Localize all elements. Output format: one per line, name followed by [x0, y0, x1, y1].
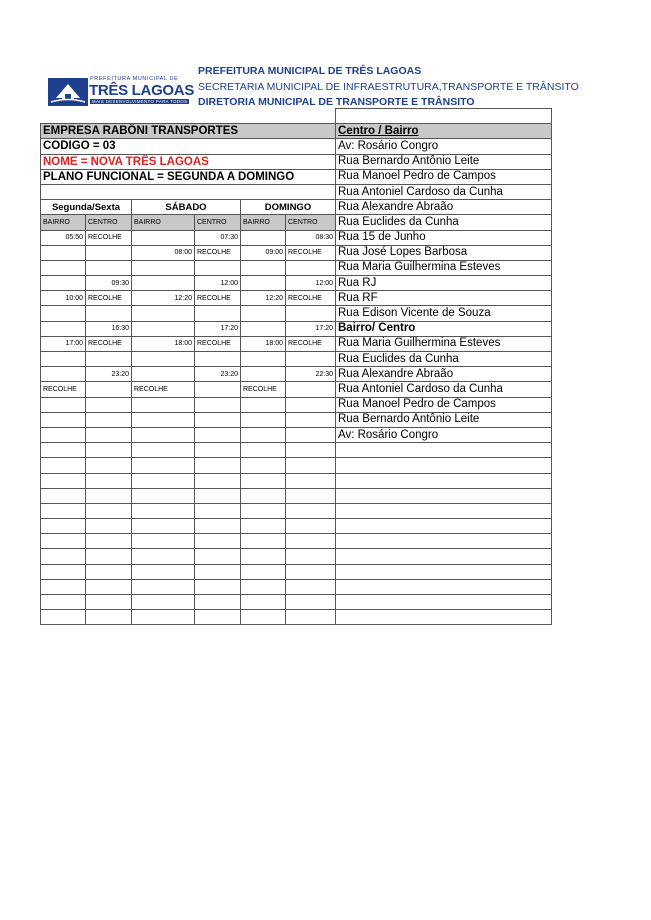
time-cell [132, 352, 195, 367]
time-cell [132, 488, 195, 503]
time-cell [195, 503, 241, 518]
time-cell [132, 321, 195, 336]
time-cell [241, 564, 286, 579]
time-cell [41, 397, 86, 412]
schedule-row [41, 503, 552, 518]
time-cell [132, 534, 195, 549]
logo-name: TRÊS LAGOAS [89, 82, 195, 99]
schedule-row [41, 412, 552, 427]
time-cell [286, 260, 336, 275]
time-cell [241, 549, 286, 564]
time-cell [286, 579, 336, 594]
route-empty-cell [336, 564, 552, 579]
route-empty-cell [336, 534, 552, 549]
route-empty-cell [336, 519, 552, 534]
time-cell [41, 564, 86, 579]
time-cell: 07:30 [195, 230, 241, 245]
recolhe-cell: RECOLHE [41, 382, 86, 397]
schedule-row [41, 534, 552, 549]
schedule-row [41, 367, 552, 382]
recolhe-cell: RECOLHE [286, 291, 336, 306]
document-header [198, 64, 579, 111]
route-empty-cell [336, 488, 552, 503]
route-empty-cell [336, 595, 552, 610]
time-cell: 12:00 [195, 276, 241, 291]
line-code: CODIGO = 03 [41, 139, 336, 154]
subheader-cell: BAIRRO [132, 215, 195, 230]
time-cell [132, 427, 195, 442]
recolhe-cell: RECOLHE [286, 336, 336, 351]
time-cell [286, 382, 336, 397]
city-crest-icon [48, 78, 88, 106]
schedule-row [41, 352, 552, 367]
time-cell [41, 595, 86, 610]
schedule-row [41, 488, 552, 503]
time-cell [41, 321, 86, 336]
time-cell [286, 443, 336, 458]
route-stop: Rua Euclides da Cunha [336, 215, 552, 230]
route-empty-cell [336, 458, 552, 473]
time-cell [132, 579, 195, 594]
time-cell [132, 230, 195, 245]
time-cell [241, 412, 286, 427]
time-cell [286, 519, 336, 534]
company-name: EMPRESA RABÔNI TRANSPORTES [41, 124, 336, 139]
time-cell [195, 306, 241, 321]
day-sunday: DOMINGO [241, 200, 336, 215]
time-cell [241, 260, 286, 275]
time-cell [286, 503, 336, 518]
time-cell [195, 610, 241, 625]
route-blank-cell [336, 109, 552, 124]
time-cell [195, 458, 241, 473]
route-empty-cell [336, 579, 552, 594]
route-stop: Rua Manoel Pedro de Campos [336, 397, 552, 412]
time-cell [86, 519, 132, 534]
schedule-row [41, 321, 552, 336]
time-cell [195, 352, 241, 367]
time-cell [286, 564, 336, 579]
time-cell [132, 564, 195, 579]
time-cell [195, 549, 241, 564]
schedule-row [41, 230, 552, 245]
time-cell [241, 276, 286, 291]
logo-slogan: MAIS DESENVOLVIMENTO PARA TODOS [92, 99, 188, 104]
time-cell [132, 306, 195, 321]
time-cell [86, 397, 132, 412]
header-secretaria: SECRETARIA MUNICIPAL DE INFRAESTRUTURA,TRANSPORTE E TRÂNSITO [198, 80, 579, 93]
subheader-cell: CENTRO [286, 215, 336, 230]
time-cell [195, 488, 241, 503]
route-stop: Rua Alexandre Abraão [336, 200, 552, 215]
schedule-row [41, 397, 552, 412]
time-cell [132, 443, 195, 458]
time-cell [41, 519, 86, 534]
time-cell [241, 352, 286, 367]
route-stop: Av: Rosário Congro [336, 139, 552, 154]
time-cell: 12:20 [132, 291, 195, 306]
spacer-row [41, 184, 336, 199]
time-cell: 05:50 [41, 230, 86, 245]
schedule-row [41, 579, 552, 594]
time-cell [132, 473, 195, 488]
time-cell [41, 427, 86, 442]
time-cell [41, 352, 86, 367]
time-cell [241, 579, 286, 594]
route-empty-cell [336, 443, 552, 458]
time-cell [241, 473, 286, 488]
recolhe-cell: RECOLHE [286, 245, 336, 260]
time-cell [241, 367, 286, 382]
time-cell [41, 443, 86, 458]
prefeitura-logo [48, 74, 195, 106]
time-cell [41, 488, 86, 503]
time-cell [86, 245, 132, 260]
recolhe-cell: RECOLHE [86, 230, 132, 245]
header-diretoria: DIRETORIA MUNICIPAL DE TRANSPORTE E TRÂNSITO [198, 96, 475, 108]
time-cell: 17:00 [41, 336, 86, 351]
time-cell [86, 610, 132, 625]
route-stop: Rua Antoniel Cardoso da Cunha [336, 382, 552, 397]
time-cell [286, 595, 336, 610]
time-cell [86, 458, 132, 473]
time-cell [195, 519, 241, 534]
subheader-cell: BAIRRO [241, 215, 286, 230]
recolhe-cell: RECOLHE [195, 336, 241, 351]
route-stop: Rua Bernardo Antônio Leite [336, 412, 552, 427]
blank-cell [41, 109, 336, 124]
time-cell: 09:00 [241, 245, 286, 260]
time-cell [86, 382, 132, 397]
time-cell: 08:30 [286, 230, 336, 245]
time-cell [241, 443, 286, 458]
route-stop: Rua Antoniel Cardoso da Cunha [336, 184, 552, 199]
schedule-row [41, 610, 552, 625]
line-name: NOME = NOVA TRÊS LAGOAS [41, 154, 336, 169]
route-empty-cell [336, 473, 552, 488]
time-cell [241, 306, 286, 321]
schedule-row [41, 291, 552, 306]
operating-plan: PLANO FUNCIONAL = SEGUNDA A DOMINGO [41, 169, 336, 184]
time-cell [286, 352, 336, 367]
schedule-row [41, 473, 552, 488]
time-cell [86, 260, 132, 275]
time-cell [195, 564, 241, 579]
time-cell [86, 595, 132, 610]
time-cell [195, 260, 241, 275]
time-cell [132, 458, 195, 473]
route-empty-cell [336, 503, 552, 518]
time-cell: 22:30 [286, 367, 336, 382]
time-cell [195, 427, 241, 442]
route-empty-cell [336, 610, 552, 625]
time-cell [195, 397, 241, 412]
time-cell [86, 488, 132, 503]
time-cell [132, 412, 195, 427]
time-cell [195, 595, 241, 610]
time-cell [132, 595, 195, 610]
time-cell [286, 412, 336, 427]
time-cell: 08:00 [132, 245, 195, 260]
time-cell: 18:00 [132, 336, 195, 351]
time-cell: 17:20 [195, 321, 241, 336]
route-stop: Rua Euclides da Cunha [336, 352, 552, 367]
time-cell [195, 382, 241, 397]
time-cell [286, 473, 336, 488]
time-cell [41, 458, 86, 473]
schedule-row [41, 458, 552, 473]
time-cell [86, 306, 132, 321]
time-cell [41, 260, 86, 275]
time-cell [241, 488, 286, 503]
time-cell: 23:20 [195, 367, 241, 382]
time-cell [132, 610, 195, 625]
route-stop: Rua 15 de Junho [336, 230, 552, 245]
time-cell: 23:20 [86, 367, 132, 382]
route-stop: Bairro/ Centro [336, 321, 552, 336]
time-cell [132, 260, 195, 275]
time-cell [195, 579, 241, 594]
schedule-row [41, 276, 552, 291]
time-cell: 12:20 [241, 291, 286, 306]
route-stop: Rua José Lopes Barbosa [336, 245, 552, 260]
route-header: Centro / Bairro [336, 124, 552, 139]
recolhe-cell: RECOLHE [86, 336, 132, 351]
time-cell [41, 412, 86, 427]
time-cell [132, 397, 195, 412]
route-stop: Rua RJ [336, 276, 552, 291]
time-cell [286, 427, 336, 442]
time-cell [86, 473, 132, 488]
route-stop: Rua Maria Guilhermina Esteves [336, 336, 552, 351]
route-stop: Rua Alexandre Abraão [336, 367, 552, 382]
recolhe-cell: RECOLHE [132, 382, 195, 397]
schedule-row [41, 427, 552, 442]
time-cell [241, 397, 286, 412]
time-cell [241, 458, 286, 473]
time-cell [41, 610, 86, 625]
route-stop: Rua Bernardo Antônio Leite [336, 154, 552, 169]
schedule-row [41, 564, 552, 579]
time-cell [86, 352, 132, 367]
recolhe-cell: RECOLHE [195, 245, 241, 260]
subheader-cell: CENTRO [86, 215, 132, 230]
time-cell: 18:00 [241, 336, 286, 351]
time-cell [86, 534, 132, 549]
time-cell [86, 564, 132, 579]
time-cell [41, 579, 86, 594]
schedule-row [41, 443, 552, 458]
subheader-cell: BAIRRO [41, 215, 86, 230]
time-cell [241, 321, 286, 336]
schedule-table [40, 108, 552, 625]
time-cell [286, 488, 336, 503]
time-cell [241, 534, 286, 549]
time-cell: 17:20 [286, 321, 336, 336]
time-cell [195, 534, 241, 549]
time-cell [195, 412, 241, 427]
time-cell [241, 610, 286, 625]
time-cell: 12:00 [286, 276, 336, 291]
route-empty-cell [336, 549, 552, 564]
route-stop: Rua Maria Guilhermina Esteves [336, 260, 552, 275]
subheader-cell: CENTRO [195, 215, 241, 230]
time-cell [41, 473, 86, 488]
header-prefeitura: PREFEITURA MUNICIPAL DE TRÊS LAGOAS [198, 65, 422, 77]
logo-top-text: PREFEITURA MUNICIPAL DE [90, 76, 179, 82]
time-cell: 09:30 [86, 276, 132, 291]
time-cell [286, 610, 336, 625]
time-cell [41, 367, 86, 382]
time-cell [86, 443, 132, 458]
route-stop: Av: Rosário Congro [336, 427, 552, 442]
time-cell [132, 276, 195, 291]
day-weekday: Segunda/Sexta [41, 200, 132, 215]
route-stop: Rua Edison Vicente de Souza [336, 306, 552, 321]
schedule-row [41, 382, 552, 397]
time-cell [132, 503, 195, 518]
time-cell [286, 397, 336, 412]
time-cell [86, 427, 132, 442]
time-cell [241, 230, 286, 245]
route-stop: Rua Manoel Pedro de Campos [336, 169, 552, 184]
time-cell [195, 473, 241, 488]
route-stop: Rua RF [336, 291, 552, 306]
time-cell [41, 245, 86, 260]
schedule-row [41, 245, 552, 260]
schedule-row [41, 336, 552, 351]
time-cell [41, 306, 86, 321]
time-cell [241, 427, 286, 442]
time-cell [41, 534, 86, 549]
time-cell [132, 367, 195, 382]
schedule-row [41, 306, 552, 321]
time-cell [41, 276, 86, 291]
time-cell [86, 549, 132, 564]
schedule-row [41, 595, 552, 610]
time-cell: 16:30 [86, 321, 132, 336]
time-cell [241, 519, 286, 534]
time-cell [286, 458, 336, 473]
day-saturday: SÁBADO [132, 200, 241, 215]
schedule-row [41, 519, 552, 534]
time-cell [286, 534, 336, 549]
time-cell [286, 306, 336, 321]
recolhe-cell: RECOLHE [195, 291, 241, 306]
time-cell [195, 443, 241, 458]
time-cell [41, 549, 86, 564]
time-cell [132, 549, 195, 564]
time-cell [86, 579, 132, 594]
time-cell [86, 412, 132, 427]
time-cell [86, 503, 132, 518]
time-cell [286, 549, 336, 564]
schedule-row [41, 260, 552, 275]
recolhe-cell: RECOLHE [86, 291, 132, 306]
schedule-row [41, 549, 552, 564]
time-cell [132, 519, 195, 534]
time-cell [241, 503, 286, 518]
recolhe-cell: RECOLHE [241, 382, 286, 397]
time-cell: 10:00 [41, 291, 86, 306]
time-cell [241, 595, 286, 610]
time-cell [41, 503, 86, 518]
